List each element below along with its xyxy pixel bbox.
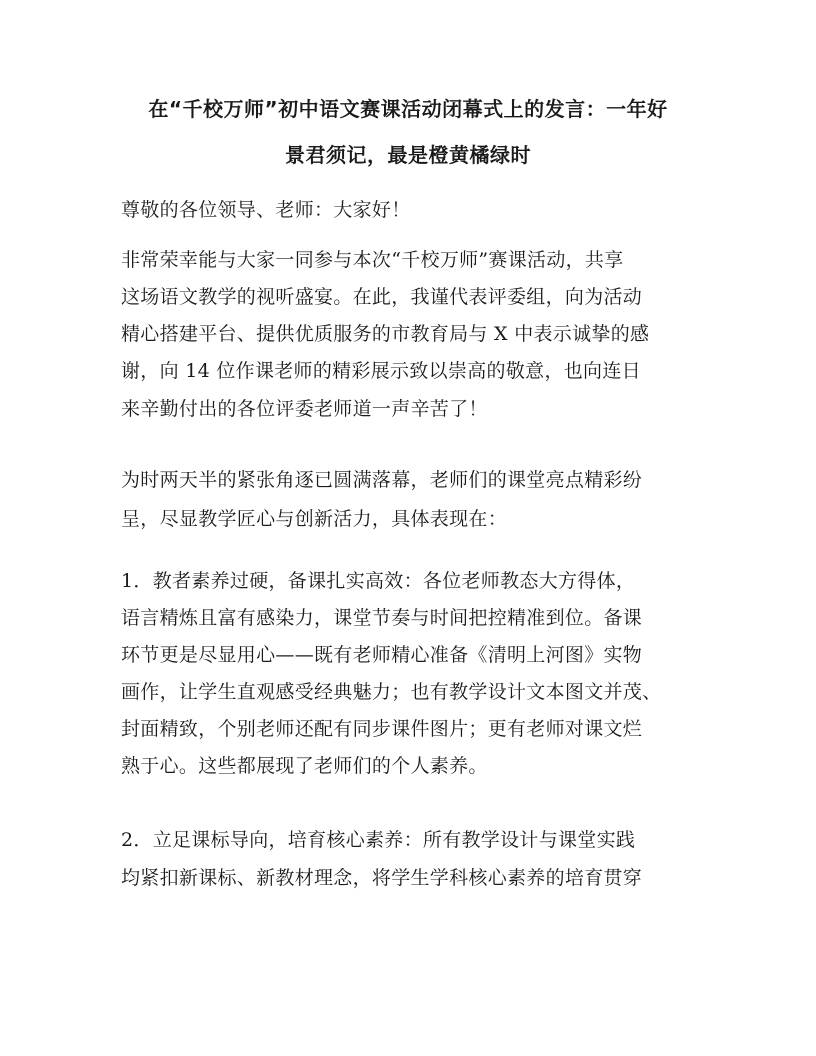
- list-item-1-line: 熟于心。这些都展现了老师们的个人素养。: [121, 755, 488, 777]
- body-line: 呈，尽显教学匠心与创新活力，具体表现在：: [121, 508, 508, 530]
- list-item-1-line: 1．教者素养过硬，备课扎实高效：各位老师教态大方得体，: [121, 570, 636, 592]
- document-title-line-1: 在“千校万师”初中语文赛课活动闭幕式上的发言：一年好: [148, 97, 668, 121]
- list-item-1-line: 封面精致，个别老师还配有同步课件图片；更有老师对课文烂: [121, 718, 643, 740]
- greeting-line: 尊敬的各位领导、老师：大家好！: [121, 199, 411, 221]
- list-item-1-line: 语言精炼且富有感染力，课堂节奏与时间把控精准到位。备课: [121, 607, 643, 629]
- document-title-line-2: 景君须记，最是橙黄橘绿时: [285, 143, 531, 167]
- list-item-1-line: 环节更是尽显用心——既有老师精心准备《清明上河图》实物: [121, 644, 643, 666]
- body-line: 精心搭建平台、提供优质服务的市教育局与 X 中表示诚挚的感: [121, 323, 650, 345]
- body-line: 谢，向 14 位作课老师的精彩展示致以崇高的敬意，也向连日: [121, 360, 641, 382]
- list-item-2-line: 2．立足课标导向，培育核心素养：所有教学设计与课堂实践: [121, 829, 636, 851]
- body-line: 来辛勤付出的各位评委老师道一声辛苦了！: [121, 398, 488, 420]
- body-line: 为时两天半的紧张角逐已圆满落幕，老师们的课堂亮点精彩纷: [121, 469, 643, 491]
- list-item-2-line: 均紧扣新课标、新教材理念，将学生学科核心素养的培育贯穿: [121, 867, 643, 889]
- list-item-1-line: 画作，让学生直观感受经典魅力；也有教学设计文本图文并茂、: [121, 681, 662, 703]
- body-line: 非常荣幸能与大家一同参与本次“千校万师”赛课活动，共享: [121, 249, 624, 271]
- body-line: 这场语文教学的视听盛宴。在此，我谨代表评委组，向为活动: [121, 286, 643, 308]
